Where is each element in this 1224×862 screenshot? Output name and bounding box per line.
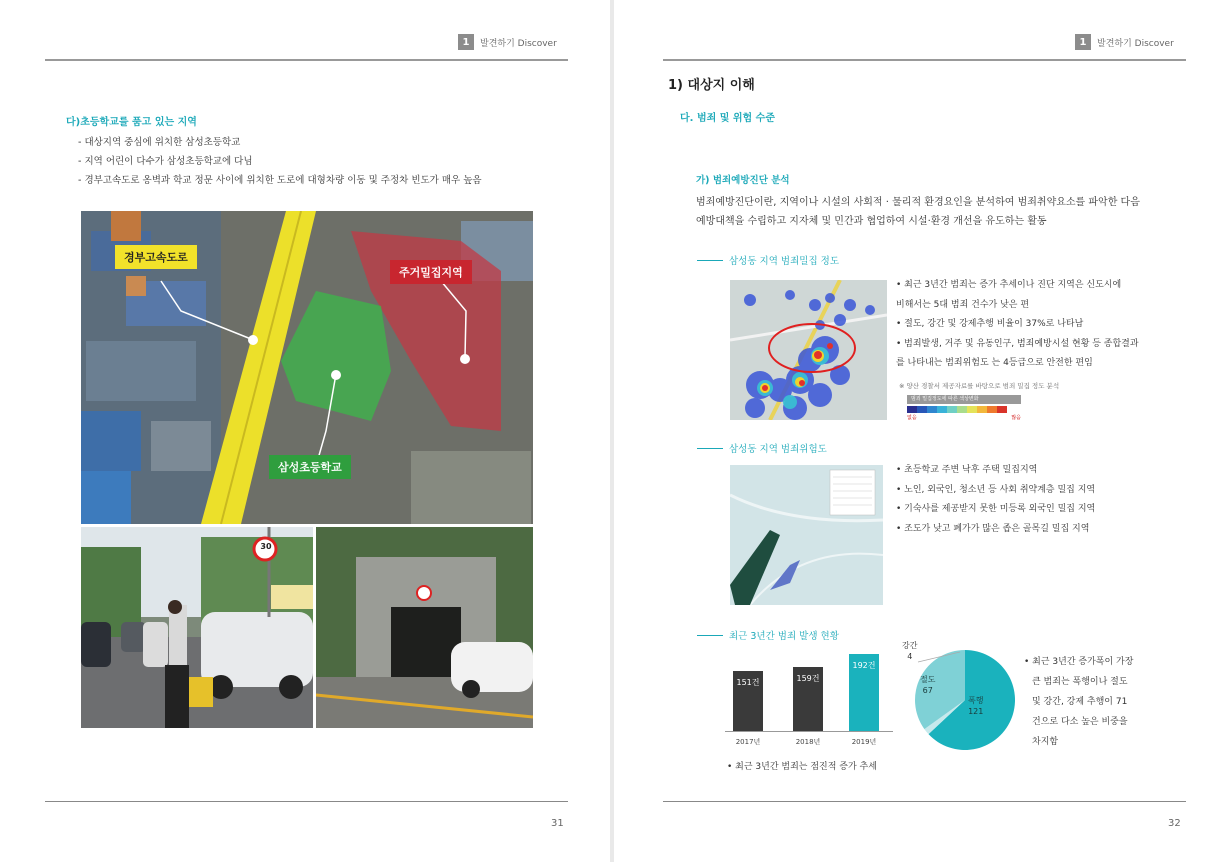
page-number: 32 [1168,818,1181,829]
bullet-item: • 절도, 강간 및 강제추행 비율이 37%로 나타남 [896,319,1084,329]
risk-subtitle [697,441,827,455]
bar-2018년 [793,667,823,731]
pie-text-line: 및 강간, 강제 추행이 71 [1032,697,1128,707]
bar-category-label: 2017년 [735,738,761,746]
risk-bullets [896,461,1095,539]
page-header [1075,34,1174,50]
legend-swatch [967,406,977,413]
pie-label-폭행: 폭행 121 [968,696,984,716]
legend-high-label: 많음 [1011,415,1021,421]
legend-swatch [907,406,917,413]
left-page [0,0,610,862]
legend-swatch [927,406,937,413]
pie-description [1024,652,1133,752]
residential-label: 주거밀집지역 [390,260,472,284]
header-rule [45,59,568,61]
pie-text-line: 건으로 다소 높은 비중을 [1032,717,1128,727]
crime-risk-map [730,465,883,605]
bar-category-label: 2018년 [795,738,821,746]
bar-note: • 최근 3년간 범죄는 점진적 증가 추세 [727,762,877,772]
legend-swatch [977,406,987,413]
pie-label-절도: 절도 67 [920,675,936,695]
density-title: 삼성동 지역 범죄밀집 정도 [729,256,840,267]
legend-swatches [907,406,1021,413]
bullet-item: 를 나타내는 범죄위험도 는 4등급으로 안전한 편임 [896,358,1093,368]
bar-value-label: 151건 [736,677,760,687]
legend-swatch [997,406,1007,413]
subtitle-line [697,448,723,449]
section-title: 가) 범죄예방진단 분석 [696,175,790,186]
main-title: 1) 대상지 이해 [668,78,755,93]
density-note: ※ 양산 경찰서 제공자료를 바탕으로 범죄 밀집 정도 분석 [899,382,1060,390]
bullet-item: 비해서는 5대 범죄 건수가 낮은 편 [896,299,1030,310]
stats-title: 최근 3년간 범죄 발생 현황 [729,631,839,642]
footer-rule [663,801,1186,802]
subtitle-line [697,260,723,261]
legend-title: 범죄 밀집정도에 따른 색상변화 [907,395,1021,404]
bullet-list [78,133,482,190]
bar-2017년 [733,671,763,731]
crime-density-heatmap [730,280,887,420]
crime-pie-chart [902,640,1030,755]
pie-text-line: 큰 범죄는 폭행이나 절도 [1032,677,1128,687]
highway-label: 경부고속도로 [115,245,197,269]
pie-text-line: • 최근 3년간 증가폭이 가장 [1024,657,1134,667]
bullet-item: • 최근 3년간 범죄는 증가 추세이나 진단 지역은 신도시에 [896,280,1122,290]
legend-swatch [947,406,957,413]
description [696,193,1140,231]
underpass-photo [316,527,533,728]
bullet-item: • 범죄발생, 거주 및 유동인구, 범죄예방시설 현황 등 종합결과 [896,338,1139,349]
crime-bar-chart [725,640,895,750]
risk-title: 삼성동 지역 범죄위험도 [729,444,827,455]
legend-swatch [917,406,927,413]
chapter-number: 1 [1075,34,1091,50]
density-legend [907,395,1021,421]
bar-category-label: 2019년 [851,738,877,746]
aerial-map-photo [81,211,533,524]
bar-2019년 [849,654,879,731]
legend-low-label: 없음 [907,415,917,421]
bullet-item: - 경부고속도로 옹벽과 학교 정문 사이에 위치한 도로에 대형차량 이동 및 주정차 빈도가 매우 높음 [78,175,482,186]
bullet-item: • 기숙사를 제공받지 못한 미등록 외국인 밀집 지역 [896,504,1096,514]
subtitle-line [697,635,723,636]
legend-swatch [937,406,947,413]
speed-limit-sign: 30 [260,542,272,551]
legend-labels [907,414,1021,421]
bar-axis [725,731,893,732]
pie-text-line: 차지함 [1032,737,1059,747]
header-rule [663,59,1186,61]
bar-value-label: 192건 [852,661,876,671]
legend-swatch [987,406,997,413]
page-header [458,34,557,50]
bar-value-label: 159건 [796,674,820,684]
chapter-label: 발견하기 Discover [1097,38,1174,49]
description-line: 범죄예방진단이란, 지역이나 시설의 사회적 · 물리적 환경요인을 분석하여 범죄취약요소를 파악한 다음 [696,197,1140,208]
street-photo [81,527,313,728]
footer-rule [45,801,568,802]
pie-label-강간: 강간 4 [902,641,918,661]
density-bullets [896,276,1139,374]
section-title: 다)초등학교를 품고 있는 지역 [66,117,197,128]
sub-title: 다. 범죄 및 위험 수준 [680,113,776,124]
page-number: 31 [551,818,564,829]
density-subtitle [697,253,839,267]
legend-swatch [957,406,967,413]
bullet-item: - 대상지역 중심에 위치한 삼성초등학교 [78,137,241,148]
chapter-label: 발견하기 Discover [480,38,557,49]
bullet-item: - 지역 어린이 다수가 삼성초등학교에 다님 [78,156,253,167]
bullet-item: • 노인, 외국인, 청소년 등 사회 취약계층 밀집 지역 [896,484,1096,495]
bullet-item: • 초등학교 주변 낙후 주택 밀집지역 [896,465,1038,475]
chapter-number: 1 [458,34,474,50]
bullet-item: • 조도가 낮고 폐가가 많은 좁은 골목길 밀집 지역 [896,523,1090,534]
school-label: 삼성초등학교 [269,455,351,479]
description-line: 예방대책을 수립하고 지자체 및 민간과 협업하여 시설·환경 개선을 유도하는 활동 [696,216,1047,227]
